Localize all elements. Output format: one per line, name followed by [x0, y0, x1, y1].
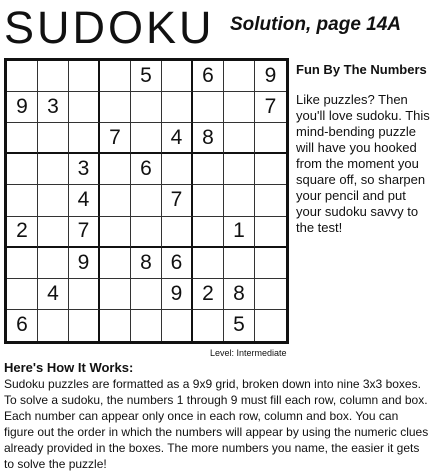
sudoku-cell[interactable]: [131, 92, 162, 123]
sudoku-cell[interactable]: [193, 185, 224, 216]
sudoku-cell[interactable]: [7, 279, 38, 310]
sudoku-cell[interactable]: 2: [7, 217, 38, 248]
sudoku-cell[interactable]: [193, 92, 224, 123]
sudoku-cell[interactable]: [255, 154, 286, 185]
sudoku-cell[interactable]: [162, 92, 193, 123]
sudoku-cell[interactable]: [7, 154, 38, 185]
sidebar-body: Like puzzles? Then you'll love sudoku. This mind-bending puzzle will have you hooked from the moment you square off, so sharpen your pencil and put your sudoku savvy to the test!: [296, 92, 430, 235]
sudoku-cell[interactable]: [193, 154, 224, 185]
sudoku-cell[interactable]: [224, 123, 255, 154]
solution-reference: Solution, page 14A: [230, 14, 402, 35]
sudoku-cell[interactable]: 6: [193, 61, 224, 92]
how-it-works: [4, 360, 430, 472]
sudoku-cell[interactable]: [255, 123, 286, 154]
sudoku-cell[interactable]: [7, 61, 38, 92]
sudoku-cell[interactable]: [7, 185, 38, 216]
sudoku-cell[interactable]: [193, 248, 224, 279]
sudoku-cell[interactable]: [100, 61, 131, 92]
how-it-works-heading: Here's How It Works:: [4, 360, 134, 375]
sudoku-cell[interactable]: [131, 123, 162, 154]
sudoku-cell[interactable]: [255, 279, 286, 310]
sudoku-cell[interactable]: [224, 92, 255, 123]
sudoku-cell[interactable]: [224, 185, 255, 216]
sudoku-cell[interactable]: 5: [131, 61, 162, 92]
sudoku-cell[interactable]: [162, 61, 193, 92]
sudoku-cell[interactable]: 8: [224, 279, 255, 310]
sudoku-cell[interactable]: 4: [38, 279, 69, 310]
sudoku-cell[interactable]: [38, 123, 69, 154]
sudoku-cell[interactable]: 5: [224, 310, 255, 341]
sudoku-cell[interactable]: [69, 123, 100, 154]
sidebar-heading: Fun By The Numbers: [296, 62, 427, 77]
sudoku-cell[interactable]: 9: [255, 61, 286, 92]
sudoku-cell[interactable]: 7: [162, 185, 193, 216]
sudoku-cell[interactable]: [38, 61, 69, 92]
sudoku-cell[interactable]: 4: [162, 123, 193, 154]
sudoku-cell[interactable]: [38, 248, 69, 279]
sudoku-cell[interactable]: 3: [38, 92, 69, 123]
sudoku-cell[interactable]: [162, 310, 193, 341]
sudoku-cell[interactable]: [255, 310, 286, 341]
sudoku-cell[interactable]: 6: [131, 154, 162, 185]
sudoku-cell[interactable]: [100, 217, 131, 248]
sudoku-cell[interactable]: [224, 154, 255, 185]
sudoku-cell[interactable]: [131, 217, 162, 248]
sudoku-cell[interactable]: [69, 61, 100, 92]
sudoku-cell[interactable]: [100, 154, 131, 185]
sudoku-cell[interactable]: 7: [69, 217, 100, 248]
sudoku-cell[interactable]: [100, 310, 131, 341]
sudoku-cell[interactable]: [131, 310, 162, 341]
sudoku-cell[interactable]: [7, 123, 38, 154]
sudoku-cell[interactable]: [100, 185, 131, 216]
sudoku-cell[interactable]: [131, 279, 162, 310]
sudoku-cell[interactable]: [69, 92, 100, 123]
sudoku-cell[interactable]: [162, 154, 193, 185]
sidebar: [296, 62, 432, 236]
sudoku-grid: [4, 58, 289, 344]
sudoku-cell[interactable]: [255, 217, 286, 248]
sudoku-cell[interactable]: 3: [69, 154, 100, 185]
sudoku-cell[interactable]: 9: [7, 92, 38, 123]
sudoku-cell[interactable]: [38, 217, 69, 248]
sudoku-cell[interactable]: [224, 248, 255, 279]
sudoku-cell[interactable]: [193, 217, 224, 248]
sudoku-cell[interactable]: 9: [162, 279, 193, 310]
puzzle-title: SUDOKU: [4, 2, 215, 53]
sudoku-cell[interactable]: [7, 248, 38, 279]
sudoku-cell[interactable]: [100, 92, 131, 123]
sudoku-cell[interactable]: [69, 310, 100, 341]
sudoku-cell[interactable]: 4: [69, 185, 100, 216]
sudoku-cell[interactable]: [38, 154, 69, 185]
sudoku-cell[interactable]: 9: [69, 248, 100, 279]
sudoku-cell[interactable]: [38, 310, 69, 341]
sudoku-cell[interactable]: [38, 185, 69, 216]
sudoku-cell[interactable]: 7: [100, 123, 131, 154]
sudoku-cell[interactable]: [100, 248, 131, 279]
sudoku-cell[interactable]: 8: [193, 123, 224, 154]
sudoku-cell[interactable]: [224, 61, 255, 92]
sudoku-cell[interactable]: [131, 185, 162, 216]
sudoku-cell[interactable]: 1: [224, 217, 255, 248]
sudoku-cell[interactable]: 2: [193, 279, 224, 310]
sudoku-cell[interactable]: 6: [162, 248, 193, 279]
sudoku-cell[interactable]: 7: [255, 92, 286, 123]
how-it-works-body: Sudoku puzzles are formatted as a 9x9 grid, broken down into nine 3x3 boxes. To solve a sudoku, the numbers 1 through 9 must fill each row, column and box. Each number can appear only once in each row, column and box. You can figure out the order in which the numbers will appear by using the numeric clues already provided in the boxes. The more numbers you name, the easier it gets to solve the puzzle!: [4, 377, 429, 471]
sudoku-cell[interactable]: [255, 248, 286, 279]
difficulty-level: Level: Intermediate: [210, 348, 287, 358]
sudoku-cell[interactable]: [69, 279, 100, 310]
sudoku-cell[interactable]: [162, 217, 193, 248]
sudoku-cell[interactable]: 6: [7, 310, 38, 341]
sudoku-cell[interactable]: [255, 185, 286, 216]
sudoku-cell[interactable]: [100, 279, 131, 310]
sudoku-cell[interactable]: [193, 310, 224, 341]
sudoku-cell[interactable]: 8: [131, 248, 162, 279]
